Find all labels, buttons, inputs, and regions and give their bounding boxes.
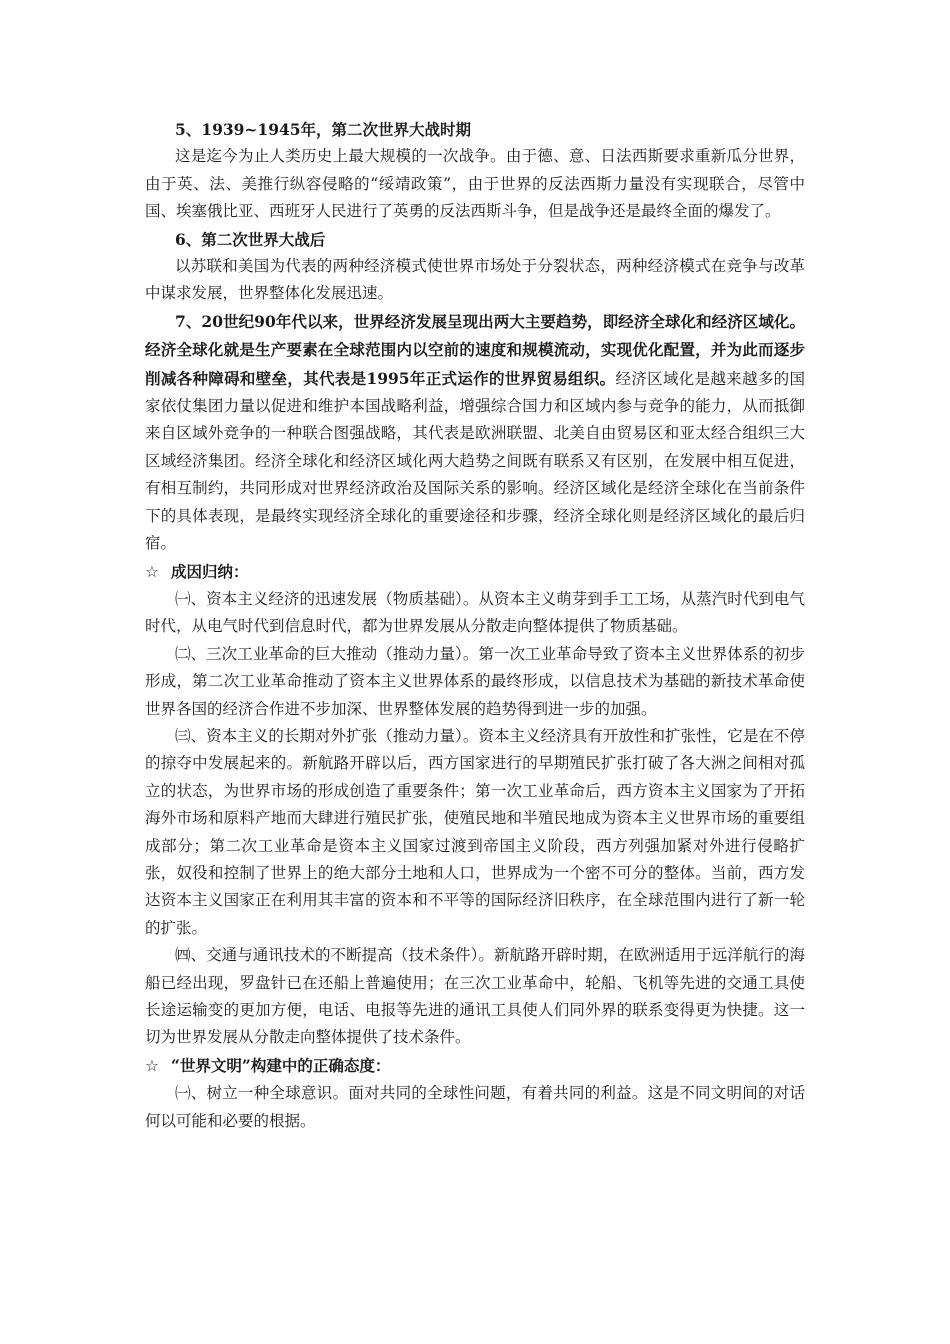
attitude-heading-text: “世界文明”构建中的正确态度： (171, 1055, 391, 1075)
star-icon: ☆ (145, 562, 159, 581)
section-5-heading: 5、1939~1945年，第二次世界大战时期 (175, 120, 472, 139)
causes-heading (145, 558, 805, 586)
cause-item-4: ㈣、交通与通讯技术的不断提高（技术条件）。新航路开辟时期，在欧洲适用于远洋航行的海船已经出现，罗盘针已在还船上普遍使用；在三次工业革命中，轮船、飞机等先进的交通工具使长途运输变的更加方便，电话、电报等先进的通讯工具使人们同外界的联系变得更为快捷。这一切为世界发展从分散走向整体提供了技术条件。 (145, 946, 805, 1047)
section-5-body: 这是迄今为止人类历史上最大规模的一次战争。由于德、意、日法西斯要求重新瓜分世界，由于英、法、美推行纵容侵略的“绥靖政策”，由于世界的反法西斯力量没有实现联合，尽管中国、埃塞俄比亚、西班牙人民进行了英勇的反法西斯斗争，但是战争还是最终全面的爆发了。 (145, 147, 805, 221)
attitude-heading (145, 1052, 805, 1080)
section-6-heading: 6、第二次世界大战后 (175, 229, 326, 249)
section-6-body: 以苏联和美国为代表的两种经济模式使世界市场处于分裂状态，两种经济模式在竞争与改革中谋求发展，世界整体化发展迅速。 (145, 257, 805, 303)
section-7-body-text: 经济区域化是越来越多的国家依仗集团力量以促进和维护本国战略利益，增强综合国力和区域内参与竞争的能力，从而抵御来自区域外竞争的一种联合图强战略，其代表是欧洲联盟、北美自由贸易区和亚太经合组织三大区域经济集团。经济全球化和经济区域化两大趋势之间既有联系又有区别，在发展中相互促进，有相互制约，共同形成对世界经济政治及国际关系的影响。经济区域化是经济全球化在当前条件下的具体表现，是最终实现经济全球化的重要途径和步骤，经济全球化则是经济区域化的最后归宿。 (145, 369, 805, 553)
cause-item-2: ㈡、三次工业革命的巨大推动（推动力量）。第一次工业革命导致了资本主义世界体系的初步形成，第二次工业革命推动了资本主义世界体系的最终形成，以信息技术为基础的新技术革命使世界各国的经济合作进不步加深、世界整体发展的趋势得到进一步的加强。 (145, 644, 805, 718)
section-7-bold-text: 7、20世纪90年代以来，世界经济发展呈现出两大主要趋势，即经济全球化和经济区域化。经济全球化就是生产要素在全球范围内以空前的速度和规模流动，实现优化配置，并为此而逐步削减各种障碍和壁垒，其代表是1995年正式运作的世界贸易组织。 (145, 311, 805, 388)
causes-heading-text: 成因归纳： (171, 561, 249, 581)
cause-item-3: ㈢、资本主义的长期对外扩张（推动力量）。资本主义经济具有开放性和扩张性，它是在不停的掠夺中发展起来的。新航路开辟以后，西方国家进行的早期殖民扩张打破了各大洲之间相对孤立的状态，为世界市场的形成创造了重要条件；第一次工业革命后，西方资本主义国家为了开拓海外市场和原料产地而大肆进行殖民扩张，使殖民地和半殖民地成为资本主义世界市场的重要组成部分；第二次工业革命是资本主义国家过渡到帝国主义阶段，西方列强加紧对外进行侵略扩张，奴役和控制了世界上的绝大部分土地和人口，世界成为一个密不可分的整体。当前，西方发达资本主义国家正在利用其丰富的资本和不平等的国际经济旧秩序，在全球范围内进行了新一轮的扩张。 (145, 726, 805, 937)
attitude-item-1: ㈠、树立一种全球意识。面对共同的全球性问题，有着共同的利益。这是不同文明间的对话何以可能和必要的根据。 (145, 1084, 805, 1130)
document-page (145, 116, 805, 1135)
cause-item-1: ㈠、资本主义经济的迅速发展（物质基础）。从资本主义萌芽到手工工场，从蒸汽时代到电气时代，从电气时代到信息时代，都为世界发展从分散走向整体提供了物质基础。 (145, 589, 805, 636)
star-icon: ☆ (145, 1056, 159, 1075)
section-7-paragraph (145, 308, 805, 558)
